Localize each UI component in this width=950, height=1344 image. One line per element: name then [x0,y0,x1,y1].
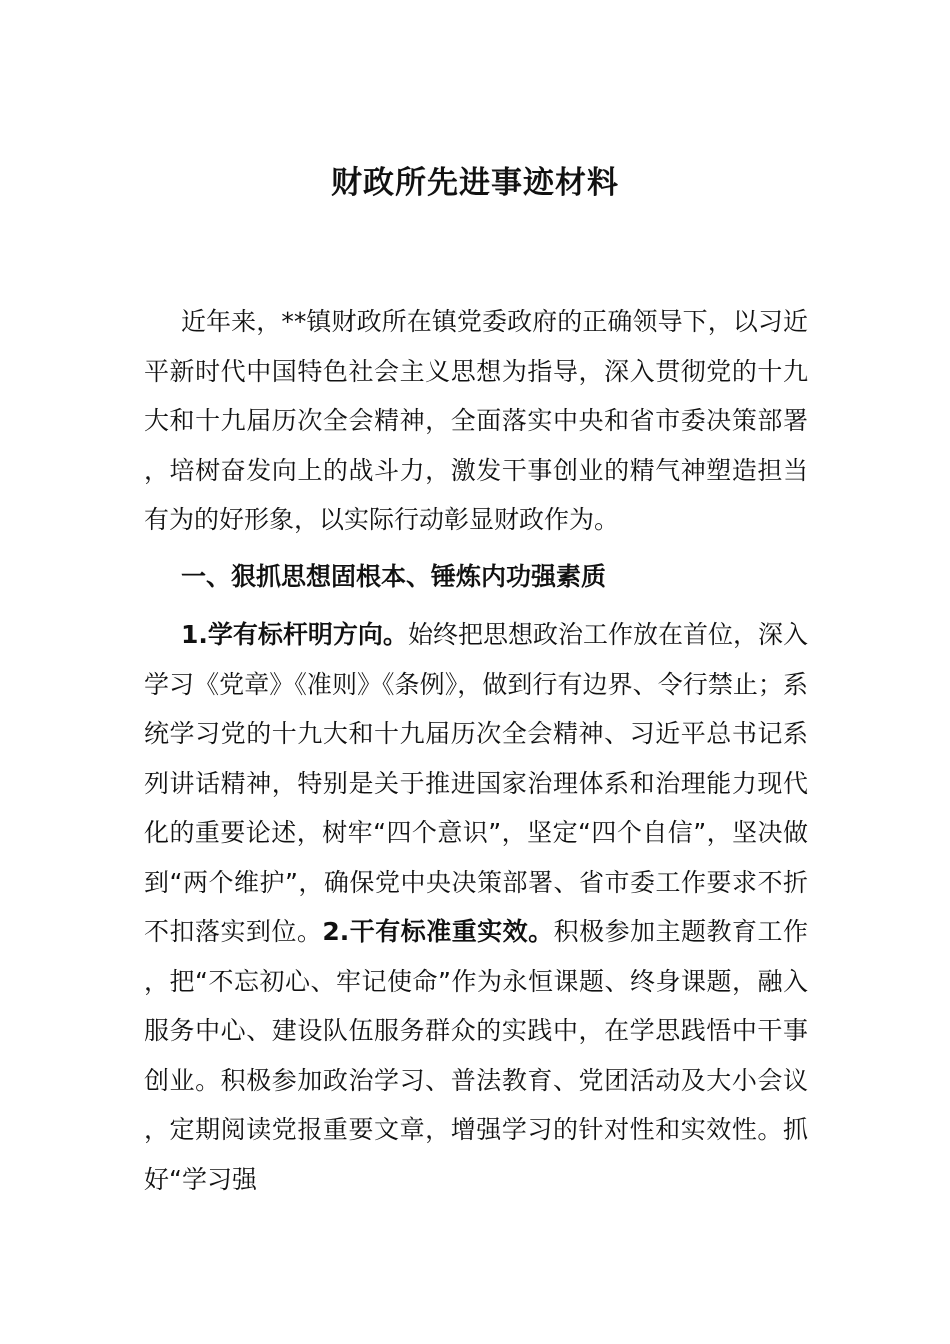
item-1-text: 始终把思想政治工作放在首位，深入学习《党章》《准则》《条例》，做到行有边界、令行禁止；系统学习党的十九大和十九届历次全会精神、习近平总书记系列讲话精神，特别是关于推进国家治理体系和治理能力现代化的重要论述，树牢“四个意识”，坚定“四个自信”，坚决做到“两个维护”，确保党中央决策部署、省市委工作要求不折不扣落实到位。 [144,620,808,946]
item-2-title: 2.干有标准重实效。 [322,917,554,946]
document-title: 财政所先进事迹材料 [331,165,619,201]
section-1-paragraph [144,610,808,1204]
section-heading-1: 一、狠抓思想固根本、锤炼内功强素质 [181,562,607,591]
item-1-title: 1.学有标杆明方向。 [181,620,408,649]
item-2-text: 积极参加主题教育工作，把“不忘初心、牢记使命”作为永恒课题、终身课题，融入服务中心、建设队伍服务群众的实践中，在学思践悟中干事创业。积极参加政治学习、普法教育、党团活动及大小会议，定期阅读党报重要文章，增强学习的针对性和实效性。抓好“学习强 [144,917,808,1194]
intro-paragraph: 近年来，**镇财政所在镇党委政府的正确领导下，以习近平新时代中国特色社会主义思想为指导，深入贯彻党的十九大和十九届历次全会精神，全面落实中央和省市委决策部署，培树奋发向上的战斗力，激发干事创业的精气神塑造担当有为的好形象，以实际行动彰显财政作为。 [144,307,808,534]
